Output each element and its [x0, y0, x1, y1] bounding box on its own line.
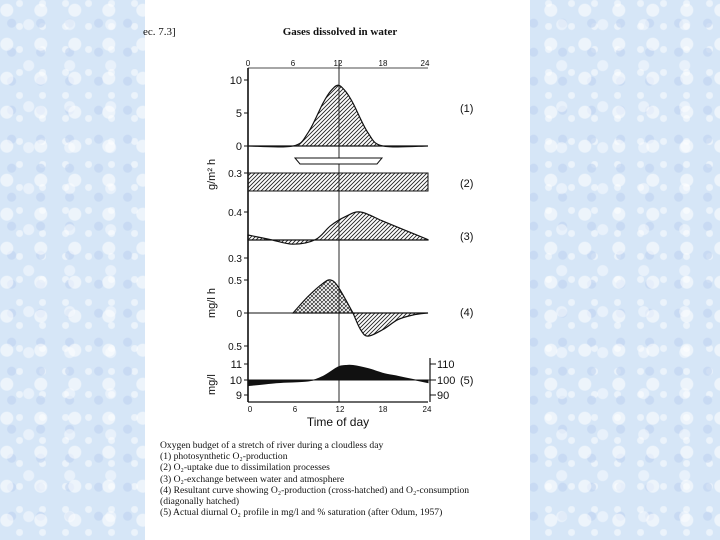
bottom-time-axis	[248, 402, 432, 429]
y-tick-label: 5	[235, 108, 242, 120]
y-tick-label: 0.4	[228, 208, 242, 219]
diurnal-profile	[248, 365, 428, 385]
top-tick-label: 12	[333, 59, 343, 68]
top-tick-label: 24	[420, 59, 430, 68]
bottom-tick-label: 0	[247, 405, 253, 414]
bottom-tick-label: 12	[335, 405, 345, 414]
unit-label-mg-l-h: mg/l h	[206, 288, 218, 318]
caption-line: (4) Resultant curve showing O₂-production (cross-hatched) and O₂-consumption	[160, 484, 470, 496]
top-tick-label: 0	[245, 59, 251, 68]
y-tick-label: 0	[235, 141, 242, 153]
panel-4	[228, 276, 473, 353]
caption-line: (5) Actual diurnal O₂ profile in mg/l and % saturation (after Odum, 1957)	[160, 507, 443, 519]
unit-label-g-m2-h: g/m² h	[206, 158, 218, 190]
top-tick-label: 6	[290, 59, 296, 68]
bottom-tick-label: 6	[292, 405, 298, 414]
panel-label: (5)	[460, 375, 474, 387]
x-axis-label: Time of day	[306, 415, 370, 429]
unit-label-mg-l: mg/l	[206, 374, 218, 395]
production-curve-1	[248, 85, 428, 147]
y-tick-label: 10	[229, 75, 242, 87]
y-tick-label: 10	[229, 375, 242, 387]
panel-label: (3)	[460, 231, 474, 243]
panel-label: (1)	[460, 103, 474, 115]
y-tick-label: 0.5	[228, 342, 242, 353]
caption-line: (3) O₂-exchange between water and atmosphere	[160, 473, 345, 485]
y2-tick-label: 100	[437, 375, 456, 387]
panel-1	[230, 75, 474, 164]
bottom-tick-label: 18	[378, 405, 388, 414]
caption-line: Oxygen budget of a stretch of river during a cloudless day	[160, 440, 384, 451]
y-tick-label: 11	[230, 359, 242, 371]
dissimilation-band	[248, 173, 428, 191]
daylight-bar	[295, 158, 382, 164]
caption-line: (diagonally hatched)	[160, 496, 240, 508]
top-tick-label: 18	[378, 59, 388, 68]
section-reference: ec. 7.3]	[143, 26, 176, 38]
y-tick-label: 0.3	[228, 254, 242, 265]
y2-tick-label: 110	[437, 359, 455, 371]
resultant-consumption	[353, 313, 428, 336]
y2-tick-label: 90	[437, 390, 450, 402]
panel-label: (4)	[460, 307, 474, 319]
caption-line: (2) O₂-uptake due to dissimilation processes	[160, 462, 330, 474]
panel-2	[228, 169, 473, 191]
bottom-tick-label: 24	[422, 405, 432, 414]
top-time-axis	[246, 59, 430, 68]
y-tick-label: 0	[236, 309, 242, 320]
resultant-production	[293, 280, 353, 313]
panel-3	[228, 208, 473, 265]
figure-caption	[160, 440, 530, 518]
y-tick-label: 0.3	[228, 169, 242, 180]
panel-5	[230, 358, 474, 402]
exchange-curve	[248, 212, 428, 244]
y-tick-label: 9	[235, 390, 242, 402]
y-tick-label: 0.5	[228, 276, 242, 287]
page-title: Gases dissolved in water	[282, 26, 398, 38]
panel-label: (2)	[460, 178, 474, 190]
caption-line: (1) photosynthetic O₂-production	[160, 451, 288, 463]
